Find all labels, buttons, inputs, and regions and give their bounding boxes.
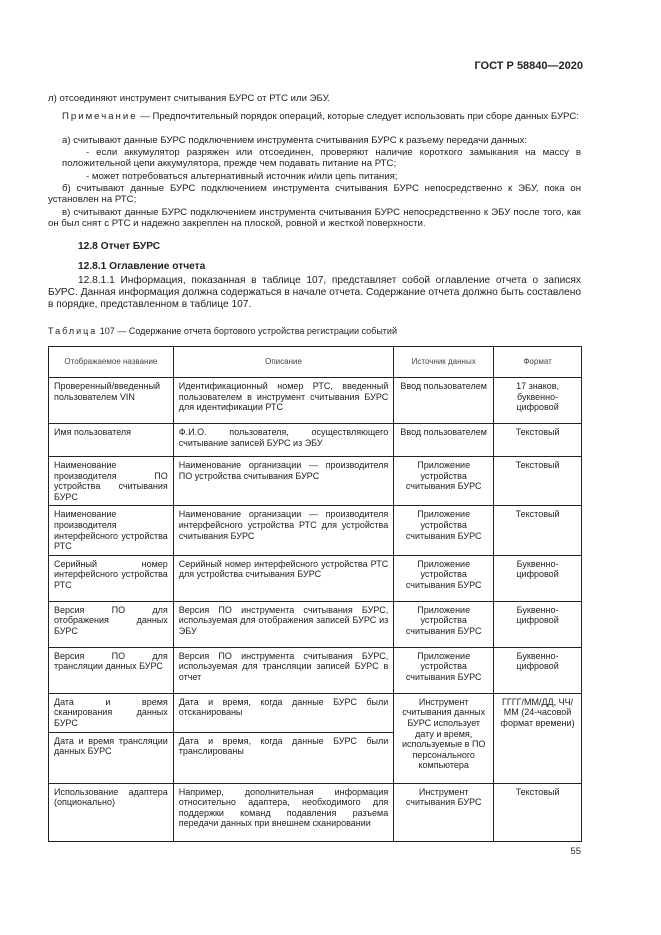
table-row xyxy=(49,647,582,693)
header-name: Отображаемое название xyxy=(49,347,174,378)
note-item-b: б) считывают данные БУРС подключением инструмента считывания БУРС непосредственно к ЭБУ, пока он установлен на РТС; xyxy=(48,183,581,206)
cell-name: Серийный номер интерфейсного устройства РТС xyxy=(49,555,174,601)
note-item-a1: - если аккумулятор разряжен или отсоединен, проверяют наличие короткого замыкания на массу в положительной цепи аккумулятора, прежде чем подавать питание на РТС; xyxy=(62,147,581,170)
header-description: Описание xyxy=(173,347,393,378)
cell-format: Текстовый xyxy=(494,783,582,841)
cell-description: Серийный номер интерфейсного устройства РТС для устройства считывания БУРС xyxy=(173,555,393,601)
subsection-title: 12.8.1 Оглавление отчета xyxy=(78,261,206,272)
table-row xyxy=(49,457,582,506)
cell-description: Версия ПО инструмента считывания БУРС, используемая для отображения записей БУРС из ЭБУ xyxy=(173,601,393,647)
note xyxy=(48,111,581,122)
note-item-a: а) считывают данные БУРС подключением инструмента считывания БУРС к разъему передачи данных: xyxy=(62,135,528,146)
cell-name: Версия ПО для трансляции данных БУРС xyxy=(49,647,174,693)
cell-format: Текстовый xyxy=(494,506,582,555)
cell-name: Имя пользователя xyxy=(49,424,174,457)
header-source: Источник данных xyxy=(394,347,494,378)
table-row xyxy=(49,693,582,732)
cell-description: Идентификационный номер РТС, введенный пользователем в инструмент считывания БУРС для идентификации РТС xyxy=(173,378,393,424)
cell-description: Наименование организации — производителя ПО устройства считывания БУРС xyxy=(173,457,393,506)
cell-source: Ввод пользователем xyxy=(394,378,494,424)
cell-name: Дата и время трансляции данных БУРС xyxy=(49,732,174,783)
cell-source: Приложение устройства считывания БУРС xyxy=(394,647,494,693)
cell-description: Наименование организации — производителя интерфейсного устройства РТС для устройства считывания БУРС xyxy=(173,506,393,555)
table-caption-text: 107 — Содержание отчета бортового устройства регистрации событий xyxy=(97,326,397,336)
table-row xyxy=(49,378,582,424)
cell-name: Наименование производителя интерфейсного устройства РТС xyxy=(49,506,174,555)
table-row xyxy=(49,555,582,601)
section-title: 12.8 Отчет БУРС xyxy=(78,241,161,252)
cell-source: Приложение устройства считывания БУРС xyxy=(394,601,494,647)
table-caption xyxy=(48,326,397,336)
cell-description: Ф.И.О. пользователя, осуществляющего считывание записей БУРС из ЭБУ xyxy=(173,424,393,457)
cell-format: Текстовый xyxy=(494,424,582,457)
cell-name: Использование адаптера (опционально) xyxy=(49,783,174,841)
cell-name: Проверенный/введенный пользователем VIN xyxy=(49,378,174,424)
header-format: Формат xyxy=(494,347,582,378)
cell-format-merged: ГГГГ/ММ/ДД, ЧЧ/ММ (24-часовой формат времени) xyxy=(494,693,582,783)
cell-source: Приложение устройства считывания БУРС xyxy=(394,555,494,601)
note-text: — Предпочтительный порядок операций, которые следует использовать при сборе данных БУРС: xyxy=(137,111,579,122)
table-row xyxy=(49,506,582,555)
document-id: ГОСТ Р 58840—2020 xyxy=(474,60,583,72)
cell-source: Приложение устройства считывания БУРС xyxy=(394,506,494,555)
cell-format: Буквенно-цифровой xyxy=(494,647,582,693)
cell-format: Буквенно-цифровой xyxy=(494,555,582,601)
cell-name: Дата и время сканирования данных БУРС xyxy=(49,693,174,732)
note-item-a2: - может потребоваться альтернативный источник и/или цепь питания; xyxy=(86,171,398,182)
cell-source: Приложение устройства считывания БУРС xyxy=(394,457,494,506)
cell-description: Дата и время, когда данные БУРС были отсканированы xyxy=(173,693,393,732)
table-row xyxy=(49,424,582,457)
table-row xyxy=(49,601,582,647)
cell-source-merged: Инструмент считывания данных БУРС использует дату и время, используемые в ПО персонального компьютера xyxy=(394,693,494,783)
table-caption-label: Таблица xyxy=(48,326,98,336)
table-header-row xyxy=(49,347,582,378)
cell-format: 17 знаков, буквенно-цифровой xyxy=(494,378,582,424)
cell-description: Версия ПО инструмента считывания БУРС, используемая для трансляции записей БУРС в отчет xyxy=(173,647,393,693)
note-label: Примечание xyxy=(62,111,138,122)
report-contents-table xyxy=(48,346,582,842)
paragraph-12811: 12.8.1.1 Информация, показанная в таблице 107, представляет собой оглавление отчета о записях БУРС. Данная информация должна содержаться в начале отчета. Содержание отчета должно быть составлено в порядке, представленном в таблице 107. xyxy=(48,275,581,310)
cell-name: Наименование производителя ПО устройства считывания БУРС xyxy=(49,457,174,506)
cell-format: Текстовый xyxy=(494,457,582,506)
cell-format: Буквенно-цифровой xyxy=(494,601,582,647)
page-number: 55 xyxy=(570,846,581,857)
cell-source: Инструмент считывания БУРС xyxy=(394,783,494,841)
cell-description: Дата и время, когда данные БУРС были транслированы xyxy=(173,732,393,783)
cell-name: Версия ПО для отображения данных БУРС xyxy=(49,601,174,647)
note-item-c: в) считывают данные БУРС подключением инструмента считывания БУРС непосредственно к ЭБУ после того, как он был снят с РТС и надежно закреплен на плоской, ровной и жесткой поверхности. xyxy=(48,207,581,230)
cell-source: Ввод пользователем xyxy=(394,424,494,457)
cell-description: Например, дополнительная информация относительно адаптера, необходимого для поддержки команд подавления разъема передачи данных при внешнем сканировании xyxy=(173,783,393,841)
table-row xyxy=(49,783,582,841)
item-l: л) отсоединяют инструмент считывания БУРС от РТС или ЭБУ. xyxy=(48,93,331,104)
